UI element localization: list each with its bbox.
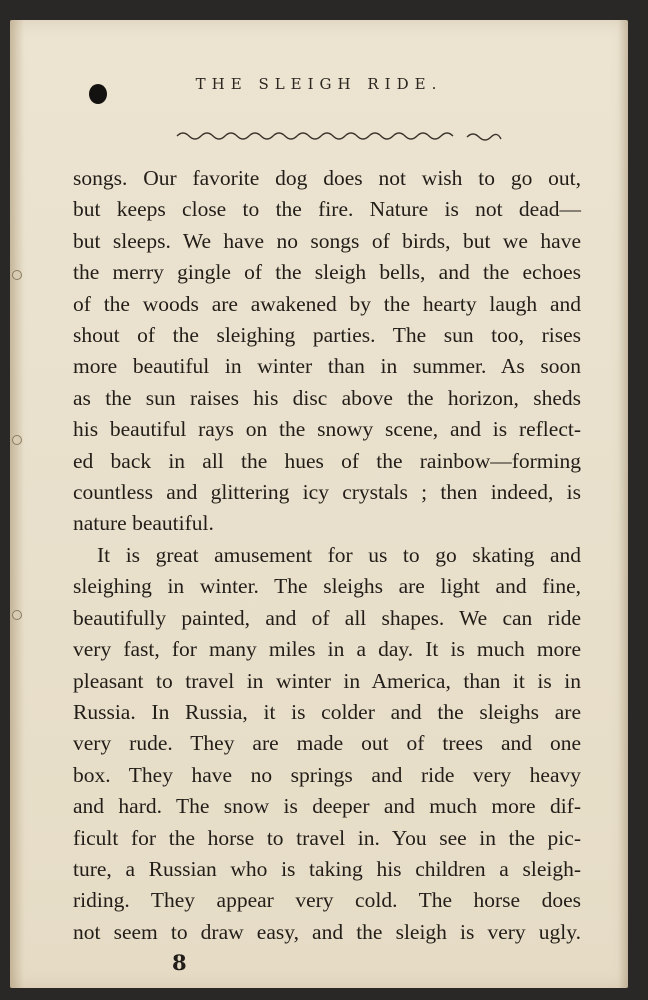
text-line: of the woods are awakened by the hearty laugh and xyxy=(73,291,581,316)
text-line: nature beautiful. xyxy=(73,511,214,536)
text-line: shout of the sleighing parties. The sun too, rises xyxy=(73,323,581,348)
paragraph xyxy=(73,163,581,540)
text-line: not seem to draw easy, and the sleigh is very ugly. xyxy=(73,919,581,944)
text-line: but sleeps. We have no songs of birds, but we have xyxy=(73,228,581,253)
text-line: ture, a Russian who is taking his children a sleigh- xyxy=(73,856,581,881)
wavy-rule-ornament-icon xyxy=(175,128,505,144)
text-line: sleighing in winter. The sleighs are light and fine, xyxy=(73,574,581,599)
text-line: countless and glittering icy crystals ; then indeed, is xyxy=(73,480,581,505)
text-line: pleasant to travel in winter in America, than it is in xyxy=(73,668,581,693)
book-page xyxy=(10,20,628,988)
running-head: THE SLEIGH RIDE. xyxy=(195,75,443,93)
text-line: but keeps close to the fire. Nature is not dead— xyxy=(73,197,581,222)
text-line: ed back in all the hues of the rainbow—forming xyxy=(73,448,581,473)
text-line: box. They have no springs and ride very heavy xyxy=(73,762,581,787)
text-line: Russia. In Russia, it is colder and the sleighs are xyxy=(73,699,581,724)
text-line: very rude. They are made out of trees and one xyxy=(73,731,581,756)
text-line: very fast, for many miles in a day. It is much more xyxy=(73,637,581,662)
text-line: and hard. The snow is deeper and much more dif- xyxy=(73,794,581,819)
text-line: more beautiful in winter than in summer. As soon xyxy=(73,354,581,379)
text-line: his beautiful rays on the snowy scene, and is reflect- xyxy=(73,417,581,442)
stitch-mark-icon xyxy=(12,610,22,620)
paragraph xyxy=(73,540,581,948)
body-text xyxy=(73,163,581,948)
text-line: songs. Our favorite dog does not wish to go out, xyxy=(73,166,581,190)
text-line: beautifully painted, and of all shapes. We can ride xyxy=(73,605,581,630)
edge-shadow xyxy=(618,20,628,988)
text-line: It is great amusement for us to go skating and xyxy=(97,542,581,567)
stitch-mark-icon xyxy=(12,435,22,445)
gutter-shadow xyxy=(10,20,24,988)
text-line: ficult for the horse to travel in. You see in the pic- xyxy=(73,825,581,850)
text-line: as the sun raises his disc above the horizon, sheds xyxy=(73,385,581,410)
text-line: riding. They appear very cold. The horse does xyxy=(73,888,581,913)
page-number: 8 xyxy=(172,950,187,975)
stitch-mark-icon xyxy=(12,270,22,280)
text-line: the merry gingle of the sleigh bells, and the echoes xyxy=(73,260,581,285)
